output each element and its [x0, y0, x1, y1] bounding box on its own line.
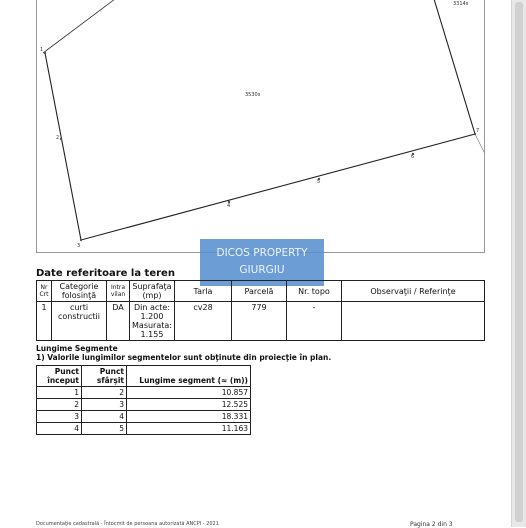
point-label: 6: [411, 154, 415, 160]
suprafata-masurata-value: 1.155: [140, 330, 164, 339]
parcel-area-label: 3530s: [245, 92, 261, 98]
point-label: 2: [56, 135, 60, 141]
header-observatii: Observaţii / Referinţe: [342, 281, 485, 302]
point-label: 5: [317, 179, 321, 185]
header-categorie: Categorie folosinţă: [52, 281, 107, 302]
cell-end: 4: [82, 411, 127, 423]
cell-nr-topo: -: [287, 302, 342, 341]
table-header-row: [37, 366, 251, 387]
point-marker: [80, 239, 82, 241]
cell-suprafata: [130, 302, 175, 341]
table-row: [37, 387, 251, 399]
point-label: 3: [77, 243, 81, 249]
cell-start: 4: [37, 423, 82, 435]
adjacent-line: [475, 134, 484, 154]
cell-length: 11.163: [127, 423, 251, 435]
cell-start: 1: [37, 387, 82, 399]
header-intravilan: Intra vilan: [107, 281, 130, 302]
plan-drawing: [37, 0, 484, 252]
scrollbar-thumb[interactable]: [515, 2, 523, 522]
segments-table: [36, 365, 251, 435]
point-marker: [60, 138, 62, 140]
section-title: Date referitoare la teren: [36, 268, 175, 279]
header-nr-topo: Nr. topo: [287, 281, 342, 302]
cell-length: 18.331: [127, 411, 251, 423]
header-parcela: Parcelă: [232, 281, 287, 302]
cell-start: 3: [37, 411, 82, 423]
suprafata-acte-label: Din acte:: [133, 303, 171, 312]
cell-parcela: 779: [232, 302, 287, 341]
segments-heading: [36, 344, 331, 362]
land-info-table: [36, 280, 485, 341]
table-row: [37, 411, 251, 423]
cell-start: 2: [37, 399, 82, 411]
table-row: [37, 423, 251, 435]
table-header-row: [37, 281, 485, 302]
point-label: 1: [40, 47, 44, 53]
parcel-boundary: [45, 0, 475, 240]
watermark-line: GIURGIU: [239, 264, 285, 276]
cell-end: 3: [82, 399, 127, 411]
point-marker: [44, 52, 46, 54]
page-scrollbar[interactable]: [511, 0, 526, 527]
cadastral-plan: [36, 0, 485, 253]
cell-nr: 1: [37, 302, 52, 341]
cell-length: 12.525: [127, 399, 251, 411]
point-label: 4: [227, 203, 231, 209]
neighbor-parcel-boundary: [43, 0, 115, 53]
footer-text: Documentaţie cadastrală - Întocmit de persoana autorizată ANCPI - 2021: [36, 521, 219, 527]
header-nr: Nr Crt: [37, 281, 52, 302]
cell-observatii: [342, 302, 485, 341]
cell-end: 5: [82, 423, 127, 435]
cell-tarla: cv28: [175, 302, 232, 341]
header-suprafata: Suprafaţa (mp): [130, 281, 175, 302]
cell-intravilan: DA: [107, 302, 130, 341]
header-punct-sfarsit: Punct sfârşit: [82, 366, 127, 387]
header-tarla: Tarla: [175, 281, 232, 302]
suprafata-masurata-label: Masurata:: [132, 321, 172, 330]
watermark-line: DICOS PROPERTY: [216, 247, 308, 259]
table-row: [37, 302, 485, 341]
table-row: [37, 399, 251, 411]
segments-note: 1) Valorile lungimilor segmentelor sunt obţinute din proiecţie în plan.: [36, 353, 332, 362]
point-label: 7: [476, 128, 480, 134]
page-number: Pagina 2 din 3: [410, 521, 453, 528]
header-lungime: Lungime segment (≈ (m)): [127, 366, 251, 387]
watermark-stamp: [200, 239, 324, 286]
header-punct-inceput: Punct început: [37, 366, 82, 387]
cell-end: 2: [82, 387, 127, 399]
neighbor-label: 3314s: [453, 1, 469, 7]
segments-title: Lungime Segmente: [36, 344, 118, 353]
suprafata-acte-value: 1.200: [140, 312, 164, 321]
cell-categorie: curti constructii: [52, 302, 107, 341]
boundary-point-markers: [44, 52, 476, 241]
cell-length: 10.857: [127, 387, 251, 399]
